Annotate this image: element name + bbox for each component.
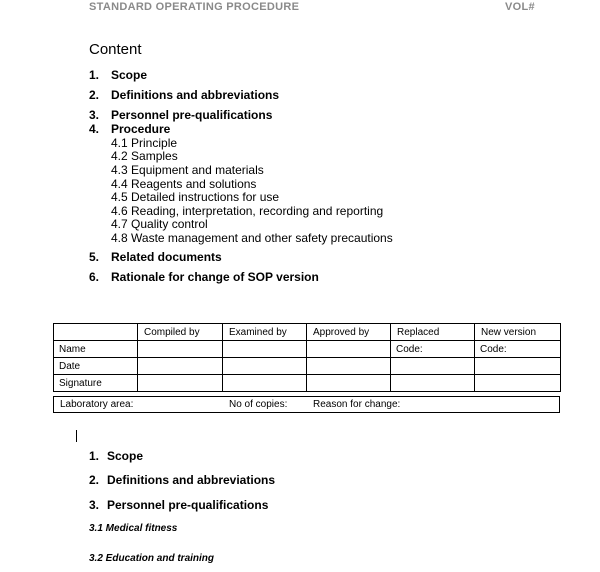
procedure-subitem: 4.1 Principle: [111, 136, 178, 150]
signature-table: [53, 323, 561, 392]
section-heading-definitions: Definitions and abbreviations: [107, 473, 276, 487]
row-label-date: Date: [54, 358, 138, 375]
toc-number: 4.: [89, 122, 100, 136]
subsection-education-training: 3.2 Education and training: [89, 553, 215, 564]
section-number: 2.: [89, 473, 100, 487]
laboratory-area-label: Laboratory area:: [60, 399, 134, 410]
table-cell[interactable]: [223, 341, 307, 358]
procedure-subitem: 4.3 Equipment and materials: [111, 163, 264, 177]
toc-number: 6.: [89, 270, 100, 284]
new-version-code-cell[interactable]: Code:: [475, 341, 561, 358]
table-cell[interactable]: [138, 358, 223, 375]
column-header-approved: Approved by: [307, 324, 391, 341]
table-cell[interactable]: [391, 358, 475, 375]
table-row: [54, 375, 561, 392]
procedure-subitem: 4.6 Reading, interpretation, recording and reporting: [111, 204, 384, 218]
table-cell[interactable]: [138, 375, 223, 392]
subsection-medical-fitness: 3.1 Medical fitness: [89, 523, 178, 534]
section-number: 3.: [89, 498, 100, 512]
doc-header-title: STANDARD OPERATING PROCEDURE: [89, 1, 300, 13]
table-cell[interactable]: [475, 358, 561, 375]
table-row: [54, 324, 561, 341]
procedure-subitem: 4.8 Waste management and other safety precautions: [111, 231, 393, 245]
table-cell[interactable]: [307, 358, 391, 375]
table-cell[interactable]: [223, 375, 307, 392]
reason-for-change-label: Reason for change:: [313, 399, 401, 410]
column-header-compiled: Compiled by: [138, 324, 223, 341]
table-row: [54, 341, 561, 358]
toc-number: 2.: [89, 88, 100, 102]
copies-label: No of copies:: [229, 399, 288, 410]
toc-number: 1.: [89, 68, 100, 82]
replaced-code-cell[interactable]: Code:: [391, 341, 475, 358]
column-header-new-version: New version: [475, 324, 561, 341]
text-cursor[interactable]: [76, 430, 77, 442]
toc-item-personnel: Personnel pre-qualifications: [111, 108, 273, 122]
toc-item-procedure: Procedure: [111, 122, 171, 136]
section-number: 1.: [89, 449, 100, 463]
procedure-subitem: 4.5 Detailed instructions for use: [111, 190, 280, 204]
toc-item-rationale: Rationale for change of SOP version: [111, 270, 319, 284]
row-label-name: Name: [54, 341, 138, 358]
section-heading-personnel: Personnel pre-qualifications: [107, 498, 269, 512]
row-label-signature: Signature: [54, 375, 138, 392]
section-heading-scope: Scope: [107, 449, 144, 463]
table-footer-row: [53, 396, 560, 413]
column-header-replaced: Replaced: [391, 324, 475, 341]
column-header-examined: Examined by: [223, 324, 307, 341]
toc-item-scope: Scope: [111, 68, 148, 82]
table-cell[interactable]: [223, 358, 307, 375]
table-cell[interactable]: [475, 375, 561, 392]
doc-header-vol: VOL#: [505, 1, 535, 13]
table-cell: [54, 324, 138, 341]
procedure-subitem: 4.2 Samples: [111, 149, 178, 163]
table-row: [54, 358, 561, 375]
toc-number: 3.: [89, 108, 100, 122]
table-cell[interactable]: [138, 341, 223, 358]
procedure-subitem: 4.7 Quality control: [111, 217, 208, 231]
table-cell[interactable]: [307, 341, 391, 358]
table-cell[interactable]: [307, 375, 391, 392]
toc-number: 5.: [89, 250, 100, 264]
table-cell[interactable]: [391, 375, 475, 392]
toc-item-related-documents: Related documents: [111, 250, 222, 264]
procedure-subitem: 4.4 Reagents and solutions: [111, 177, 257, 191]
content-heading: Content: [89, 41, 142, 58]
toc-item-definitions: Definitions and abbreviations: [111, 88, 280, 102]
